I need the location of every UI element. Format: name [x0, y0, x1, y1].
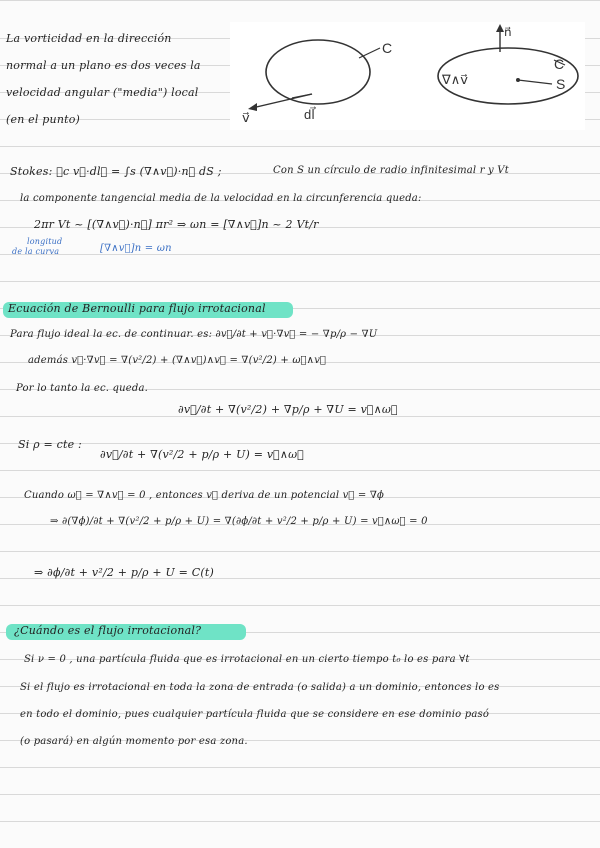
bernoulli-line-3: Por lo tanto la ec. queda.: [16, 383, 149, 394]
rot-label: ∇∧v⃗: [442, 72, 468, 87]
intro-line-3: velocidad angular ("media") local: [6, 86, 199, 99]
question-line-4: (o pasará) en algún momento por esa zona.: [20, 736, 248, 747]
v-label: v⃗: [242, 110, 250, 125]
bernoulli-line-5b: ∂v⃗/∂t + ∇(v²/2 + p/ρ + U) = v⃗∧ω⃗: [100, 448, 304, 461]
annotation-curva: de la curva: [12, 247, 60, 256]
bernoulli-line-8: ⇒ ∂ϕ/∂t + v²/2 + p/ρ + U = C(t): [34, 566, 214, 579]
bernoulli-line-5a: Si ρ = cte :: [18, 438, 82, 451]
stokes-line-3: 2πr Vt ~ [(∇∧v⃗)·n⃗] πr² ⇒ ωn = [∇∧v⃗]n ~ 2 Vt/r: [34, 218, 319, 231]
normal-label: n⃗: [504, 25, 512, 39]
s-label: S: [556, 76, 566, 92]
intro-line-1: La vorticidad en la dirección: [6, 32, 172, 45]
intro-line-4: (en el punto): [6, 113, 81, 126]
bernoulli-line-1: Para flujo ideal la ec. de continuar. es: ∂v⃗/∂t + v⃗·∇v⃗ = − ∇p/ρ − ∇U: [10, 329, 378, 340]
annotation-longitud: longitud: [27, 237, 63, 246]
bernoulli-line-2: además v⃗·∇v⃗ = ∇(v²/2) + (∇∧v⃗)∧v⃗ = ∇(v²/2) + ω⃗∧v⃗: [28, 355, 327, 366]
bernoulli-line-7: ⇒ ∂(∇ϕ)/∂t + ∇(v²/2 + p/ρ + U) = ∇(∂ϕ/∂t + v²/2 + p/ρ + U) = v⃗∧ω⃗ = 0: [50, 516, 428, 527]
vorticity-figure: [230, 22, 585, 130]
stokes-text: Con S un círculo de radio infinitesimal r y Vt: [273, 165, 509, 176]
c-label: C: [554, 56, 565, 72]
vorticity-diagram: [230, 22, 585, 130]
question-line-2: Si el flujo es irrotacional en toda la zona de entrada (o salida) a un dominio, entonces lo es: [20, 682, 500, 693]
bernoulli-line-6: Cuando ω⃗ = ∇∧v⃗ = 0 , entonces v⃗ deriva de un potencial v⃗ = ∇ϕ: [24, 490, 385, 501]
question-heading: ¿Cuándo es el flujo irrotacional?: [14, 624, 202, 637]
normal-arrowhead: [496, 24, 504, 32]
question-line-3: en todo el dominio, pues cualquier partícula fluida que se considere en ese dominio pasó: [20, 709, 490, 720]
bernoulli-line-4: ∂v⃗/∂t + ∇(v²/2) + ∇p/ρ + ∇U = v⃗∧ω⃗: [178, 403, 398, 416]
annotation-omega: [∇∧v⃗]n = ωn: [100, 243, 172, 254]
curve-c-label: C: [382, 40, 393, 56]
curve-c-ellipse: [266, 40, 370, 104]
question-line-1: Si ν = 0 , una partícula fluida que es irrotacional en un cierto tiempo t₀ lo es para ∀t: [24, 654, 470, 665]
intro-line-2: normal a un plano es dos veces la: [6, 59, 201, 72]
curve-c-leader: [359, 48, 380, 58]
bernoulli-heading: Ecuación de Bernoulli para flujo irrotacional: [8, 302, 266, 315]
s-leader: [518, 80, 552, 84]
stokes-formula: Stokes: ∮c v⃗·dl⃗ = ∫s (∇∧v⃗)·n⃗ dS ;: [10, 165, 222, 178]
dl-label: dl⃗: [304, 107, 315, 122]
stokes-line-2: la componente tangencial media de la velocidad en la circunferencia queda:: [20, 193, 422, 204]
dl-arrow: [292, 94, 312, 98]
